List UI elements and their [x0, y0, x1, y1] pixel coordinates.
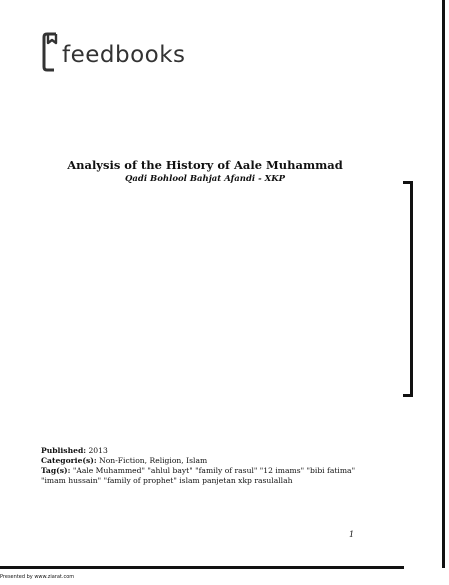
book-title: Analysis of the History of Aale Muhammad — [67, 158, 343, 172]
published-label: Published: — [41, 446, 87, 455]
categories-label: Categorie(s): — [41, 456, 97, 465]
published-value: 2013 — [86, 446, 108, 455]
title-block — [40, 157, 370, 185]
categories-value: Non-Fiction, Religion, Islam — [96, 456, 208, 465]
tags-value: "Aale Muhammed" "ahlul bayt" "family of rasul" "12 imams" "bibi fatima" "imam hussain" "family of prophet" islam panjetan xkp rasulallah — [41, 466, 356, 485]
side-bracket — [403, 181, 413, 397]
presented-by-footer: Presented by www.ziarat.com — [0, 574, 75, 580]
categories-line — [41, 456, 376, 466]
feedbooks-bracket-icon — [42, 32, 60, 72]
tags-label: Tag(s): — [41, 466, 71, 475]
book-author: Qadi Bohlool Bahjat Afandi - XKP — [125, 174, 285, 184]
page-number: 1 — [349, 530, 355, 539]
feedbooks-logo — [42, 32, 186, 72]
book-metadata — [41, 446, 376, 486]
page-bottom-rule — [0, 566, 404, 569]
published-line — [41, 446, 376, 456]
tags-line — [41, 466, 376, 486]
logo-text: feedbooks — [62, 41, 186, 68]
